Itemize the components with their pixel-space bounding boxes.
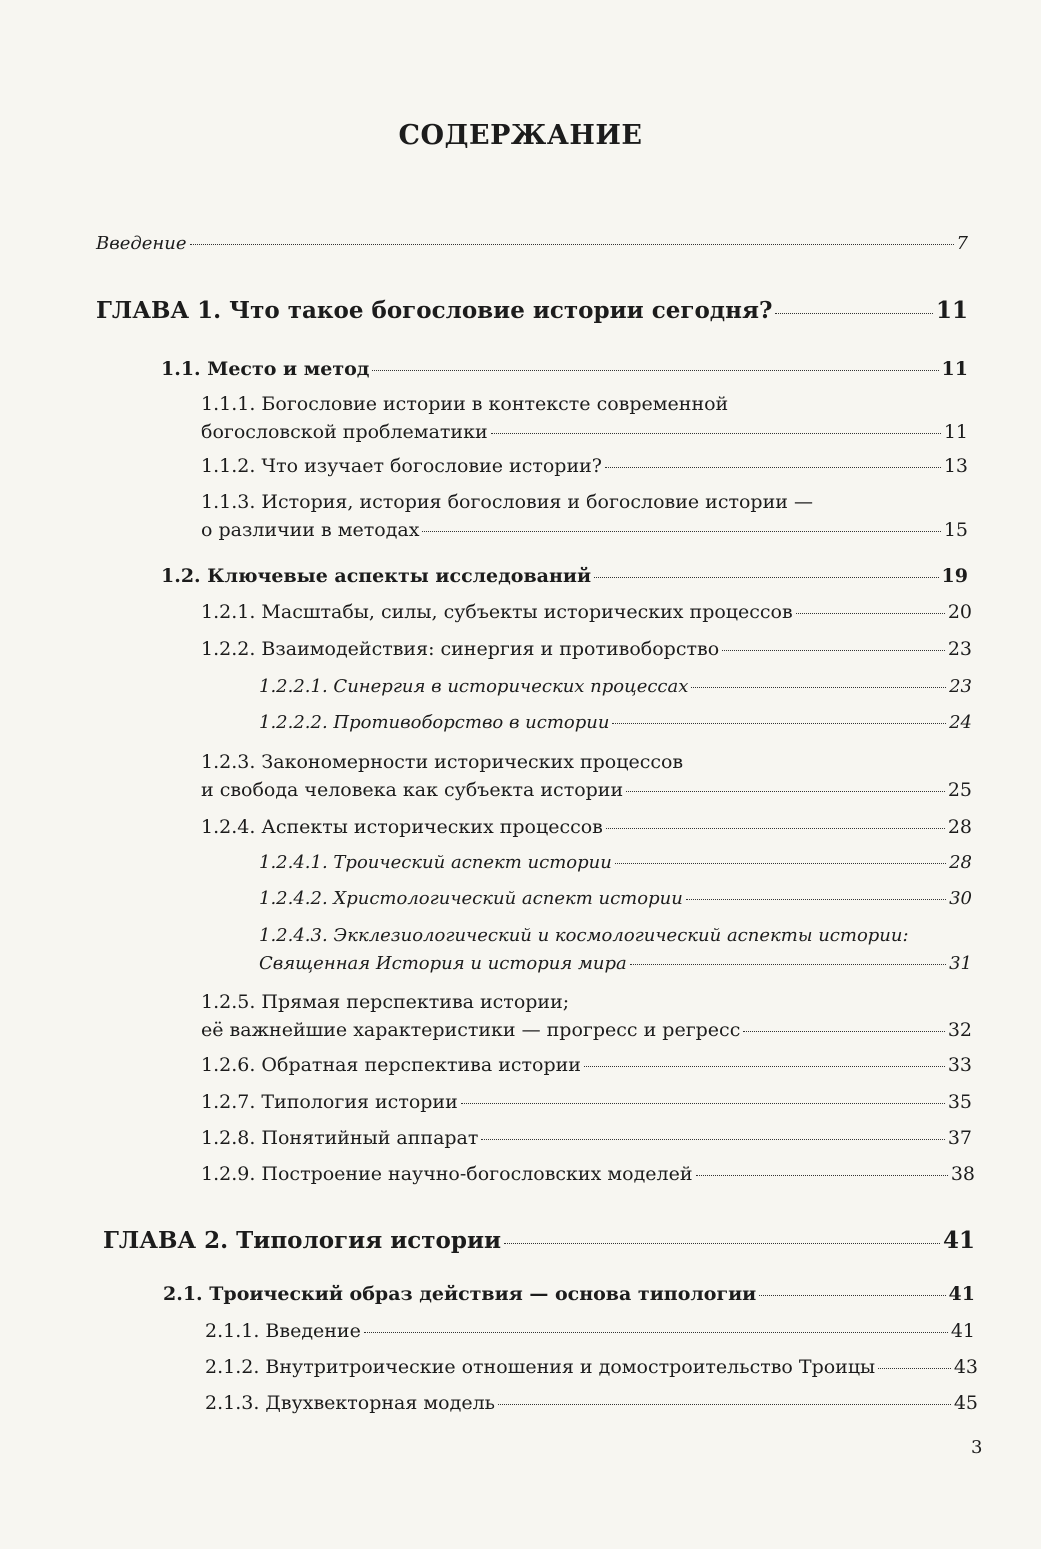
toc-entry-text: Священная История и история мира: [259, 953, 627, 974]
dot-leader: [878, 1368, 951, 1369]
toc-entry-text: 1.2.3. Закономерности исторических процессов: [201, 751, 684, 773]
toc-page-number: 38: [950, 1163, 975, 1185]
toc-entry-line: [259, 709, 972, 737]
toc-entry: [161, 355, 968, 383]
toc-entry-line: [201, 1016, 972, 1044]
dot-leader: [796, 613, 945, 614]
toc-page-number: 31: [949, 953, 972, 974]
toc-entry-line: [201, 1160, 975, 1188]
toc-entry-line: [201, 418, 968, 446]
toc-entry-text: и свобода человека как субъекта истории: [201, 779, 624, 801]
toc-page-number: 32: [947, 1019, 972, 1041]
toc-page-number: 33: [947, 1054, 972, 1076]
toc-entry-line: [161, 355, 968, 383]
toc-page-number: 28: [949, 852, 972, 873]
toc-page-number: 37: [947, 1127, 972, 1149]
toc-entry-line: [161, 562, 968, 590]
toc-entry: [201, 748, 972, 804]
toc-entry: [96, 230, 968, 258]
toc-entry: [259, 849, 972, 877]
toc-entry: [205, 1317, 975, 1345]
toc-entry-line: [201, 390, 968, 418]
toc-entry: [201, 598, 972, 626]
toc-entry-line: [205, 1317, 975, 1345]
toc-entry-text: 2.1.1. Введение: [205, 1320, 361, 1342]
toc-entry-line: [96, 295, 968, 327]
toc-entry-text: её важнейшие характеристики — прогресс и регресс: [201, 1019, 741, 1041]
toc-entry-text: о различии в методах: [201, 519, 420, 541]
toc-entry-text: 2.1.2. Внутритроические отношения и домостроительство Троицы: [205, 1356, 876, 1378]
toc-entry: [201, 488, 968, 544]
toc-entry: [205, 1389, 978, 1417]
dot-leader: [364, 1332, 948, 1333]
toc-entry-line: [201, 488, 968, 516]
toc-entry-text: 2.1. Троический образ действия — основа типологии: [163, 1283, 757, 1305]
toc-entry-text: 1.2.4.3. Экклезиологический и космологический аспекты истории:: [259, 925, 909, 946]
toc-entry: [201, 988, 972, 1044]
dot-leader: [584, 1066, 945, 1067]
toc-entry: [201, 452, 968, 480]
toc-page-number: 45: [953, 1392, 978, 1414]
toc-entry-text: 1.2.7. Типология истории: [201, 1091, 458, 1113]
toc-entry-text: богословской проблематики: [201, 421, 488, 443]
toc-entry-text: 1.2.9. Построение научно-богословских моделей: [201, 1163, 693, 1185]
toc-entry-line: [201, 1051, 972, 1079]
toc-entry-text: 1.2.2.2. Противоборство в истории: [259, 712, 610, 733]
dot-leader: [686, 899, 946, 900]
dot-leader: [422, 531, 940, 532]
dot-leader: [498, 1404, 951, 1405]
toc-entry-line: [103, 1225, 975, 1257]
toc-entry-line: [259, 673, 972, 701]
toc-entry: [205, 1353, 978, 1381]
dot-leader: [605, 467, 941, 468]
toc-page-number: 28: [947, 816, 972, 838]
dot-leader: [759, 1295, 945, 1296]
toc-page-number: 19: [941, 565, 968, 587]
dot-leader: [612, 723, 946, 724]
dot-leader: [696, 1175, 948, 1176]
toc-page-number: 43: [953, 1356, 978, 1378]
toc-entry: [103, 1225, 975, 1257]
toc-entry: [259, 673, 972, 701]
toc-page-number: 24: [949, 712, 972, 733]
toc-page-number: 13: [943, 455, 968, 477]
toc-entry-text: 1.2.2. Взаимодействия: синергия и противоборство: [201, 638, 720, 660]
toc-page-number: 20: [947, 601, 972, 623]
toc-entry-text: 1.2.6. Обратная перспектива истории: [201, 1054, 581, 1076]
toc-entry: [201, 1124, 972, 1152]
toc-page-number: 30: [949, 888, 972, 909]
toc-entry: [259, 709, 972, 737]
toc-entry-line: [201, 1124, 972, 1152]
toc-entry-text: 1.2.4.1. Троический аспект истории: [259, 852, 612, 873]
toc-page-number: 35: [947, 1091, 972, 1113]
toc-page-number: 7: [956, 233, 968, 254]
toc-entry-text: 1.2.5. Прямая перспектива истории;: [201, 991, 570, 1013]
dot-leader: [775, 313, 933, 314]
toc-entry-line: [259, 950, 972, 978]
dot-leader: [615, 863, 946, 864]
toc-entry-text: 1.2. Ключевые аспекты исследований: [161, 565, 592, 587]
toc-page-number: 11: [943, 421, 968, 443]
toc-entry-line: [201, 813, 972, 841]
toc-entry: [259, 922, 972, 978]
toc-entry-line: [259, 922, 972, 950]
toc-entry: [201, 1051, 972, 1079]
toc-entry-text: 1.2.4. Аспекты исторических процессов: [201, 816, 603, 838]
dot-leader: [461, 1103, 945, 1104]
toc-entry: [201, 635, 972, 663]
toc-entry-text: 1.1.1. Богословие истории в контексте современной: [201, 393, 729, 415]
toc-entry-line: [96, 230, 968, 258]
toc-entry: [163, 1280, 975, 1308]
dot-leader: [481, 1139, 944, 1140]
dot-leader: [691, 687, 946, 688]
toc-page-number: 11: [935, 297, 968, 324]
toc-entry-text: 1.2.4.2. Христологический аспект истории: [259, 888, 683, 909]
toc-page-number: 23: [949, 676, 972, 697]
page-title: СОДЕРЖАНИЕ: [398, 120, 643, 151]
toc-entry-line: [205, 1353, 978, 1381]
toc-entry: [96, 295, 968, 327]
toc-entry-line: [205, 1389, 978, 1417]
dot-leader: [630, 964, 946, 965]
toc-page-number: 11: [941, 358, 968, 380]
toc-entry-text: 1.2.8. Понятийный аппарат: [201, 1127, 479, 1149]
toc-entry-line: [201, 516, 968, 544]
toc-page-number: 25: [947, 779, 972, 801]
toc-page-number: 15: [943, 519, 968, 541]
toc-entry-text: 1.2.1. Масштабы, силы, субъекты исторических процессов: [201, 601, 793, 623]
toc-entry-line: [163, 1280, 975, 1308]
toc-entry-line: [201, 1088, 972, 1116]
toc-page-number: 41: [950, 1320, 975, 1342]
toc-page-number: 41: [942, 1227, 975, 1254]
dot-leader: [626, 791, 945, 792]
dot-leader: [594, 577, 938, 578]
dot-leader: [606, 828, 945, 829]
toc-entry-text: ГЛАВА 2. Типология истории: [103, 1227, 502, 1254]
toc-entry-text: 1.1. Место и метод: [161, 358, 370, 380]
dot-leader: [190, 244, 954, 245]
page-number: 3: [971, 1437, 983, 1458]
toc-entry-line: [201, 635, 972, 663]
dot-leader: [504, 1243, 940, 1244]
toc-entry: [201, 1160, 975, 1188]
toc-entry: [201, 813, 972, 841]
toc-entry: [201, 390, 968, 446]
toc-page-number: 23: [947, 638, 972, 660]
toc-entry-text: 1.1.2. Что изучает богословие истории?: [201, 455, 602, 477]
toc-entry-line: [259, 849, 972, 877]
toc-entry-text: Введение: [96, 233, 187, 254]
toc-entry: [161, 562, 968, 590]
dot-leader: [722, 650, 945, 651]
toc-entry: [259, 885, 972, 913]
dot-leader: [372, 370, 938, 371]
toc-page-number: 41: [948, 1283, 975, 1305]
toc-entry-text: ГЛАВА 1. Что такое богословие истории сегодня?: [96, 297, 773, 324]
toc-entry-line: [259, 885, 972, 913]
toc-entry-line: [201, 748, 972, 776]
toc-entry-text: 1.1.3. История, история богословия и богословие истории —: [201, 491, 813, 513]
toc-entry-text: 1.2.2.1. Синергия в исторических процессах: [259, 676, 689, 697]
toc-entry-line: [201, 598, 972, 626]
dot-leader: [743, 1031, 944, 1032]
toc-entry-line: [201, 988, 972, 1016]
dot-leader: [491, 433, 941, 434]
toc-entry-text: 2.1.3. Двухвекторная модель: [205, 1392, 495, 1414]
toc-entry: [201, 1088, 972, 1116]
toc-entry-line: [201, 452, 968, 480]
toc-entry-line: [201, 776, 972, 804]
